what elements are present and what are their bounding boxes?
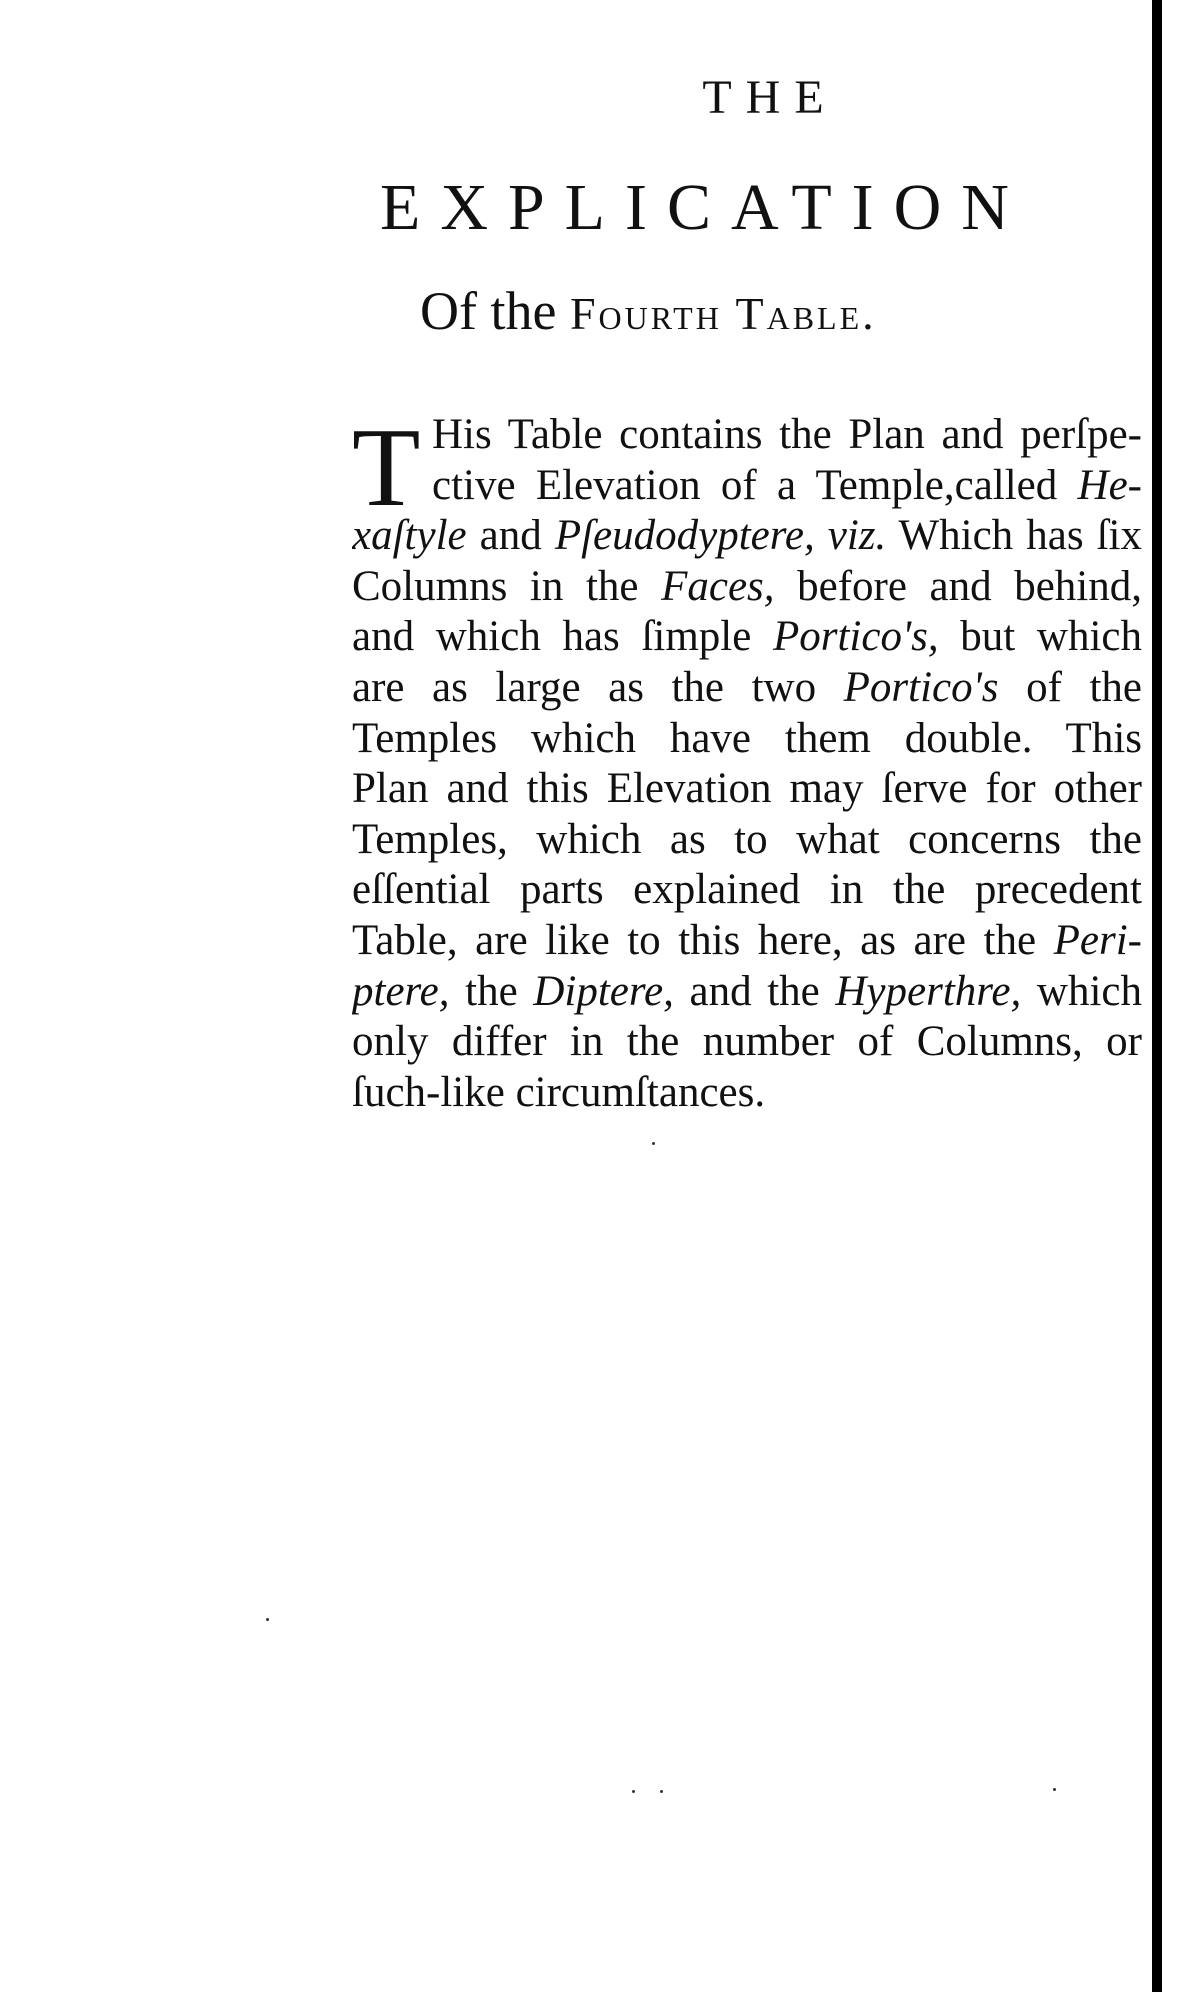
text-line: [352, 612, 1142, 663]
italic-run: Portico's: [843, 663, 999, 711]
text-run: only differ in the number of Columns, or: [352, 1018, 1142, 1066]
text-line: [352, 815, 1142, 866]
text-line: [352, 511, 1142, 562]
print-speck: [660, 1790, 663, 1793]
text-line: [352, 865, 1142, 916]
heading-subtitle: [420, 280, 877, 342]
text-run: Columns in the: [352, 562, 662, 610]
text-run: and the: [673, 967, 836, 1015]
print-speck: [652, 1142, 655, 1145]
text-run: Temples which have them double. This: [352, 714, 1142, 762]
text-run: and which has ſimple: [352, 613, 773, 661]
print-speck: [266, 1618, 269, 1621]
text-line: [352, 562, 1142, 613]
text-line: [352, 1068, 1142, 1119]
text-run: Temples, which as to what concerns the: [352, 815, 1142, 863]
text-line: [352, 663, 1142, 714]
italic-run: Hyperthre,: [835, 967, 1022, 1015]
italic-run: Diptere,: [533, 967, 674, 1015]
text-run: the: [449, 967, 534, 1015]
text-run: His Table contains the Plan and perſpe-: [432, 411, 1142, 458]
text-run: before and behind,: [774, 562, 1142, 610]
text-line: [352, 764, 1142, 815]
text-run: eſſential parts explained in the precedent: [352, 866, 1142, 914]
text-run: and: [466, 512, 555, 560]
text-line: [352, 714, 1142, 765]
subtitle-prefix: Of the: [420, 281, 557, 341]
text-run: Plan and this Elevation may ſerve for other: [352, 765, 1142, 813]
print-speck: [632, 1790, 635, 1793]
text-run: ctive Elevation of a Temple,called: [432, 461, 1078, 509]
italic-run: xaſtyle: [352, 512, 467, 560]
text-run: Table, are like to this here, as are the: [352, 916, 1054, 964]
print-speck: [1053, 1788, 1056, 1791]
text-run: are as large as the two: [352, 663, 844, 711]
italic-run: Portico's,: [772, 613, 939, 661]
page-gutter-edge: [1152, 0, 1162, 1992]
italic-run: He-: [1077, 461, 1142, 509]
text-line: [352, 461, 1142, 512]
text-run: which: [1021, 967, 1142, 1015]
italic-run: Peri-: [1053, 916, 1142, 964]
text-run: but which: [938, 613, 1142, 661]
text-line: [352, 967, 1142, 1018]
italic-run: ptere,: [352, 967, 450, 1015]
text-line: [352, 1017, 1142, 1068]
heading-title: EXPLICATION: [380, 171, 1029, 244]
drop-cap: T: [352, 406, 421, 530]
text-line: [352, 916, 1142, 967]
subtitle-caps: Fourth Table.: [569, 288, 877, 339]
text-run: Which has ſix: [886, 512, 1142, 560]
text-run: ſuch-like circumſtances.: [352, 1068, 766, 1116]
italic-run: Pſeudodyptere, viz.: [554, 512, 887, 560]
text-line: [352, 410, 1142, 461]
body-paragraph: [352, 406, 1142, 1118]
text-run: of the: [998, 663, 1142, 711]
heading-the: THE: [702, 71, 838, 124]
italic-run: Faces,: [661, 562, 775, 610]
